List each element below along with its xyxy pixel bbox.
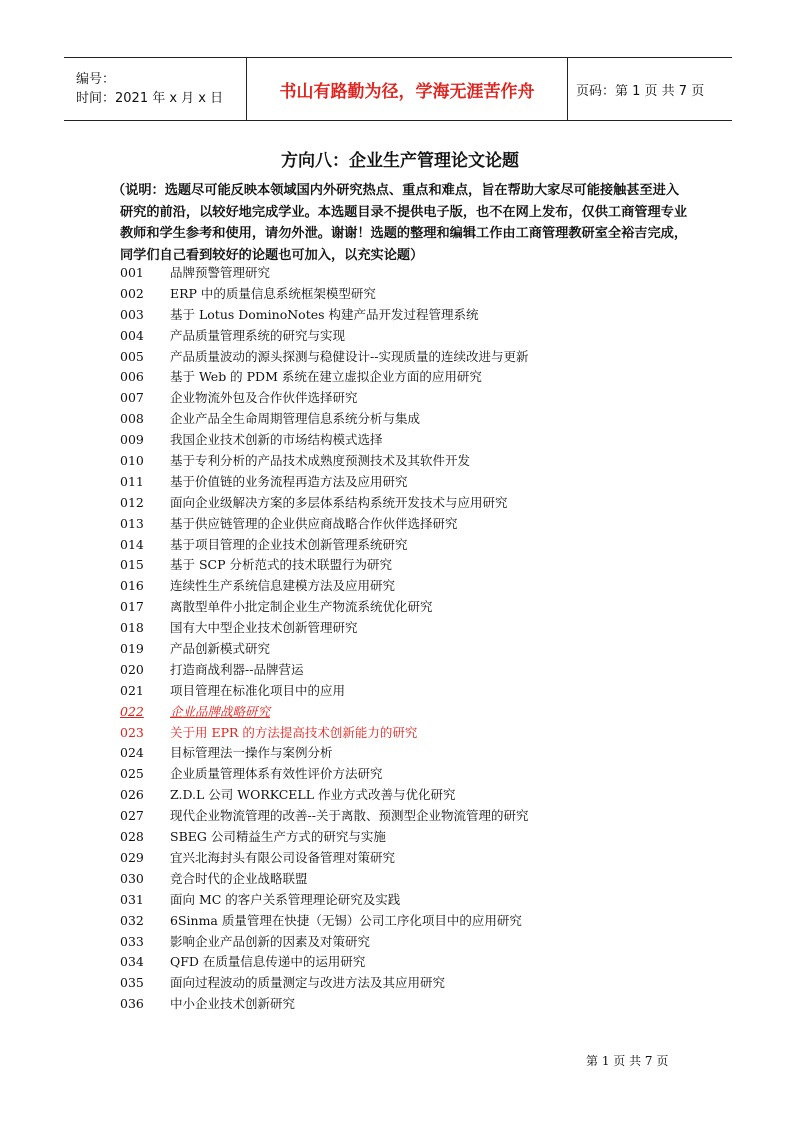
topic-number: 025	[120, 766, 144, 782]
topic-text: 企业物流外包及合作伙伴选择研究	[170, 390, 358, 406]
note-paragraph: （说明：选题尽可能反映本领域国内外研究热点、重点和难点，旨在帮助大家尽可能接触甚至进入研究的前沿，以较好地完成学业。本选题目录不提供电子版，也不在网上发布，仅供工商管理专业教师和学生参考和使用，请勿外泄。谢谢！选题的整理和编辑工作由工商管理教研室全裕吉完成，同学们自己看到较好的论题也可加入，以充实论题）	[112, 183, 688, 263]
topic-text: 基于 SCP 分析范式的技术联盟行为研究	[170, 557, 392, 573]
topic-number: 007	[120, 390, 144, 406]
topic-text: 产品创新模式研究	[170, 641, 271, 657]
topic-number: 028	[120, 829, 144, 845]
topic-item	[120, 952, 720, 973]
topic-number: 018	[120, 620, 144, 636]
topic-item	[120, 284, 720, 305]
page-footer: 第 1 页 共 7 页	[586, 1054, 669, 1068]
topic-number: 008	[120, 411, 144, 427]
topic-item	[120, 681, 720, 702]
topic-item	[120, 388, 720, 409]
topic-item	[120, 472, 720, 493]
topic-number: 003	[120, 306, 144, 322]
topic-number: 002	[120, 285, 144, 301]
topic-item	[120, 932, 720, 953]
topic-item	[120, 263, 720, 284]
topic-item	[120, 660, 720, 681]
topic-number: 010	[120, 453, 144, 469]
topic-text: 项目管理在标准化项目中的应用	[170, 682, 346, 698]
topic-item	[120, 347, 720, 368]
topic-text: 产品质量波动的源头探测与稳健设计--实现质量的连续改进与更新	[170, 348, 529, 364]
topic-number: 006	[120, 369, 144, 385]
topic-number: 009	[120, 432, 144, 448]
topic-text: 企业品牌战略研究	[170, 703, 271, 719]
topic-number: 036	[120, 996, 144, 1012]
topic-number: 022	[120, 703, 144, 719]
topic-item	[120, 702, 720, 723]
document-title: 方向八：企业生产管理论文论题	[281, 151, 519, 171]
topic-text: 竞合时代的企业战略联盟	[170, 870, 308, 886]
topic-text: 关于用 EPR 的方法提高技术创新能力的研究	[170, 724, 418, 740]
header-table	[64, 57, 732, 121]
topic-item	[120, 723, 720, 744]
topic-item	[120, 911, 720, 932]
id-label: 编号：	[76, 72, 116, 87]
topic-text: 基于 Web 的 PDM 系统在建立虚拟企业方面的应用研究	[170, 369, 482, 385]
topic-list	[120, 263, 720, 1015]
topic-text: 基于供应链管理的企业供应商战略合作伙伴选择研究	[170, 515, 458, 531]
topic-item	[120, 848, 720, 869]
topic-number: 016	[120, 578, 144, 594]
topic-item	[120, 409, 720, 430]
topic-item	[120, 764, 720, 785]
topic-number: 020	[120, 661, 144, 677]
topic-item	[120, 806, 720, 827]
header-page-label: 页码：第 1 页 共 7 页	[576, 83, 705, 99]
topic-number: 026	[120, 787, 144, 803]
topic-number: 017	[120, 599, 144, 615]
topic-item	[120, 514, 720, 535]
topic-text: 现代企业物流管理的改善--关于离散、预测型企业物流管理的研究	[170, 808, 529, 824]
date-label: 时间：2021 年 x 月 x 日	[76, 91, 224, 106]
topic-text: 面向企业级解决方案的多层体系结构系统开发技术与应用研究	[170, 494, 508, 510]
topic-text: 连续性生产系统信息建模方法及应用研究	[170, 578, 396, 594]
topic-number: 005	[120, 348, 144, 364]
topic-item	[120, 430, 720, 451]
topic-item	[120, 869, 720, 890]
topic-item	[120, 827, 720, 848]
topic-item	[120, 305, 720, 326]
topic-number: 033	[120, 933, 144, 949]
topic-text: Z.D.L 公司 WORKCELL 作业方式改善与优化研究	[170, 787, 456, 803]
topic-number: 014	[120, 536, 144, 552]
topic-text: 基于项目管理的企业技术创新管理系统研究	[170, 536, 408, 552]
topic-item	[120, 451, 720, 472]
topic-text: 国有大中型企业技术创新管理研究	[170, 620, 358, 636]
topic-number: 004	[120, 327, 144, 343]
topic-number: 024	[120, 745, 144, 761]
topic-number: 011	[120, 473, 144, 489]
topic-item	[120, 785, 720, 806]
topic-text: ERP 中的质量信息系统框架模型研究	[170, 285, 376, 301]
topic-item	[120, 994, 720, 1015]
topic-number: 013	[120, 515, 144, 531]
topic-number: 015	[120, 557, 144, 573]
topic-text: 产品质量管理系统的研究与实现	[170, 327, 346, 343]
topic-number: 030	[120, 870, 144, 886]
topic-text: 我国企业技术创新的市场结构模式选择	[170, 432, 383, 448]
topic-text: 中小企业技术创新研究	[170, 996, 296, 1012]
topic-item	[120, 639, 720, 660]
topic-item	[120, 743, 720, 764]
topic-item	[120, 367, 720, 388]
topic-text: 目标管理法一操作与案例分析	[170, 745, 333, 761]
topic-text: 品牌预警管理研究	[170, 265, 271, 280]
topic-text: 6Sinma 质量管理在快捷（无锡）公司工序化项目中的应用研究	[170, 912, 522, 928]
topic-number: 027	[120, 808, 144, 824]
topic-text: 基于专利分析的产品技术成熟度预测技术及其软件开发	[170, 453, 471, 469]
topic-item	[120, 890, 720, 911]
topic-number: 012	[120, 494, 144, 510]
topic-number: 031	[120, 891, 144, 907]
topic-item	[120, 493, 720, 514]
topic-item	[120, 535, 720, 556]
topic-text: 打造商战利器--品牌营运	[170, 661, 304, 677]
topic-text: 企业质量管理体系有效性评价方法研究	[170, 766, 383, 782]
topic-number: 023	[120, 724, 144, 740]
topic-text: 影响企业产品创新的因素及对策研究	[170, 933, 371, 949]
topic-text: 企业产品全生命周期管理信息系统分析与集成	[170, 411, 421, 427]
header-meta	[64, 58, 246, 120]
topic-number: 032	[120, 912, 144, 928]
topic-text: SBEG 公司精益生产方式的研究与实施	[170, 829, 386, 845]
topic-number: 029	[120, 849, 144, 865]
topic-text: 宜兴北海封头有限公司设备管理对策研究	[170, 849, 396, 865]
topic-item	[120, 576, 720, 597]
topic-item	[120, 973, 720, 994]
topic-text: 离散型单件小批定制企业生产物流系统优化研究	[170, 599, 433, 615]
topic-text: QFD 在质量信息传递中的运用研究	[170, 954, 366, 970]
topic-text: 基于价值链的业务流程再造方法及应用研究	[170, 473, 408, 489]
header-motto: 书山有路勤为径，学海无涯苦作舟	[246, 58, 568, 120]
topic-item	[120, 326, 720, 347]
topic-number: 035	[120, 975, 144, 991]
topic-item	[120, 597, 720, 618]
topic-text: 面向过程波动的质量测定与改进方法及其应用研究	[170, 975, 446, 991]
topic-item	[120, 618, 720, 639]
topic-number: 021	[120, 682, 144, 698]
topic-text: 面向 MC 的客户关系管理理论研究及实践	[170, 891, 401, 907]
topic-number: 019	[120, 641, 144, 657]
topic-item	[120, 555, 720, 576]
topic-text: 基于 Lotus DominoNotes 构建产品开发过程管理系统	[170, 306, 479, 322]
topic-number: 034	[120, 954, 144, 970]
topic-number: 001	[120, 265, 144, 280]
